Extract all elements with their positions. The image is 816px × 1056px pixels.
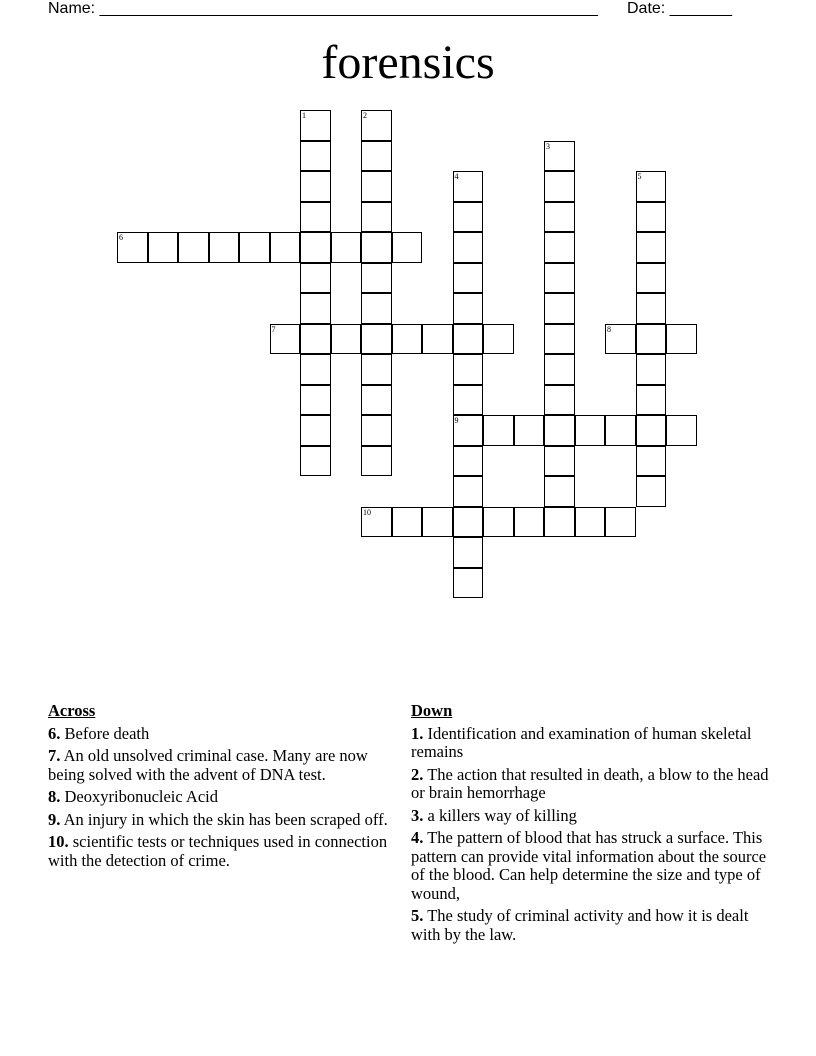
- grid-cell[interactable]: [666, 324, 697, 355]
- grid-cell[interactable]: [300, 324, 331, 355]
- clue-number: 8.: [48, 787, 61, 806]
- date-field[interactable]: Date: _______: [627, 0, 732, 17]
- across-heading: Across: [48, 701, 96, 720]
- grid-cell[interactable]: [636, 354, 667, 385]
- grid-cell[interactable]: [636, 232, 667, 263]
- clue-number: 9.: [48, 809, 61, 829]
- grid-cell[interactable]: [514, 415, 545, 446]
- grid-cell[interactable]: [453, 568, 484, 599]
- grid-cell[interactable]: [300, 202, 331, 233]
- grid-cell[interactable]: [544, 415, 575, 446]
- grid-cell[interactable]: [636, 171, 667, 202]
- grid-cell[interactable]: [361, 293, 392, 324]
- grid-cell[interactable]: [544, 141, 575, 172]
- grid-cell[interactable]: [453, 415, 484, 446]
- grid-cell[interactable]: [300, 171, 331, 202]
- cell-number: 1: [302, 111, 306, 120]
- grid-cell[interactable]: [544, 293, 575, 324]
- grid-cell[interactable]: [483, 415, 514, 446]
- clue-text: An old unsolved criminal case. Many are now being solved with the advent of DNA test.: [48, 746, 368, 784]
- grid-cell[interactable]: [361, 324, 392, 355]
- grid-cell[interactable]: [270, 232, 301, 263]
- grid-cell[interactable]: [392, 507, 423, 538]
- grid-cell[interactable]: [300, 446, 331, 477]
- clue-text: The study of criminal activity and how it is dealt with by the law.: [411, 906, 749, 944]
- grid-cell[interactable]: [636, 385, 667, 416]
- grid-cell[interactable]: [544, 507, 575, 538]
- grid-cell[interactable]: [605, 507, 636, 538]
- grid-cell[interactable]: [544, 446, 575, 477]
- clue-number: 1.: [411, 723, 424, 743]
- grid-cell[interactable]: [483, 324, 514, 355]
- grid-cell[interactable]: [453, 446, 484, 477]
- name-field[interactable]: Name: ________________________________________________________: [48, 0, 598, 17]
- clue-down-3: [411, 807, 781, 826]
- grid-cell[interactable]: [605, 324, 636, 355]
- clue-number: 7.: [48, 746, 61, 765]
- clue-across-6: [48, 725, 408, 744]
- clue-text: Identification and examination of human skeletal remains: [411, 723, 752, 761]
- grid-cell[interactable]: [636, 415, 667, 446]
- across-clues: [48, 702, 408, 874]
- grid-cell[interactable]: [148, 232, 179, 263]
- grid-cell[interactable]: [544, 385, 575, 416]
- grid-cell[interactable]: [544, 476, 575, 507]
- grid-cell[interactable]: [117, 232, 148, 263]
- clue-down-5: [411, 907, 781, 944]
- grid-cell[interactable]: [361, 354, 392, 385]
- down-heading: Down: [411, 701, 453, 720]
- grid-cell[interactable]: [453, 507, 484, 538]
- grid-cell[interactable]: [575, 507, 606, 538]
- grid-cell[interactable]: [636, 263, 667, 294]
- grid-cell[interactable]: [361, 141, 392, 172]
- grid-cell[interactable]: [300, 415, 331, 446]
- grid-cell[interactable]: [392, 324, 423, 355]
- grid-cell[interactable]: [331, 324, 362, 355]
- grid-cell[interactable]: [453, 171, 484, 202]
- clue-text: The action that resulted in death, a blow to the head or brain hemorrhage: [411, 764, 769, 802]
- clue-across-10: [48, 833, 408, 870]
- grid-cell[interactable]: [453, 537, 484, 568]
- down-clues: [411, 702, 781, 948]
- grid-cell[interactable]: [361, 202, 392, 233]
- grid-cell[interactable]: [361, 232, 392, 263]
- clue-text: scientific tests or techniques used in connection with the detection of crime.: [48, 832, 388, 870]
- clue-across-8: [48, 788, 408, 807]
- grid-cell[interactable]: [361, 110, 392, 141]
- grid-cell[interactable]: [544, 171, 575, 202]
- clue-number: 10.: [48, 832, 69, 851]
- grid-cell[interactable]: [300, 385, 331, 416]
- clue-text: Deoxyribonucleic Acid: [64, 787, 218, 806]
- cell-number: 3: [546, 141, 550, 151]
- cell-number: 2: [363, 111, 367, 120]
- grid-cell[interactable]: [270, 324, 301, 355]
- grid-cell[interactable]: [178, 232, 209, 263]
- grid-cell[interactable]: [392, 232, 423, 263]
- grid-cell[interactable]: [636, 202, 667, 233]
- grid-cell[interactable]: [544, 202, 575, 233]
- grid-cell[interactable]: [300, 110, 331, 141]
- grid-cell[interactable]: [636, 324, 667, 355]
- grid-cell[interactable]: [544, 263, 575, 294]
- grid-cell[interactable]: [636, 446, 667, 477]
- grid-cell[interactable]: [636, 293, 667, 324]
- grid-cell[interactable]: [453, 354, 484, 385]
- clue-number: 3.: [411, 805, 424, 825]
- grid-cell[interactable]: [361, 263, 392, 294]
- grid-cell[interactable]: [483, 507, 514, 538]
- clue-text: Before death: [64, 723, 150, 743]
- cell-number: 10: [363, 507, 371, 517]
- clue-down-4: [411, 829, 781, 903]
- grid-cell[interactable]: [636, 476, 667, 507]
- puzzle-title: forensics: [321, 36, 495, 89]
- grid-cell[interactable]: [209, 232, 240, 263]
- grid-cell[interactable]: [514, 507, 545, 538]
- clue-number: 2.: [411, 764, 424, 784]
- grid-cell[interactable]: [422, 507, 453, 538]
- grid-cell[interactable]: [361, 446, 392, 477]
- clue-number: 5.: [411, 906, 424, 925]
- grid-cell[interactable]: [453, 202, 484, 233]
- grid-cell[interactable]: [453, 476, 484, 507]
- clue-across-7: [48, 747, 408, 784]
- grid-cell[interactable]: [453, 324, 484, 355]
- cell-number: 5: [637, 172, 642, 181]
- cell-number: 9: [454, 416, 459, 425]
- grid-cell[interactable]: [544, 232, 575, 263]
- clue-text: a killers way of killing: [427, 805, 577, 825]
- clue-text: The pattern of blood that has struck a surface. This pattern can provide vital information about the source of the blood. Can help determine the size and type of wound,: [411, 828, 767, 903]
- clue-down-1: [411, 725, 781, 762]
- grid-cell[interactable]: [361, 507, 392, 538]
- grid-cell[interactable]: [300, 141, 331, 172]
- grid-cell[interactable]: [422, 324, 453, 355]
- grid-cell[interactable]: [575, 415, 606, 446]
- grid-cell[interactable]: [544, 324, 575, 355]
- cell-number: 6: [119, 233, 123, 242]
- clue-text: An injury in which the skin has been scraped off.: [63, 809, 388, 829]
- cell-number: 4: [454, 172, 459, 181]
- grid-cell[interactable]: [453, 232, 484, 263]
- grid-cell[interactable]: [544, 354, 575, 385]
- grid-cell[interactable]: [453, 263, 484, 294]
- clue-number: 6.: [48, 723, 61, 743]
- grid-cell[interactable]: [453, 385, 484, 416]
- cell-number: 7: [271, 324, 276, 334]
- grid-cell[interactable]: [361, 415, 392, 446]
- grid-cell[interactable]: [300, 354, 331, 385]
- clue-across-9: [48, 811, 408, 830]
- grid-cell[interactable]: [605, 415, 636, 446]
- grid-cell[interactable]: [666, 415, 697, 446]
- grid-cell[interactable]: [361, 171, 392, 202]
- grid-cell[interactable]: [300, 232, 331, 263]
- grid-cell[interactable]: [361, 385, 392, 416]
- grid-cell[interactable]: [300, 293, 331, 324]
- clue-number: 4.: [411, 828, 424, 847]
- clue-down-2: [411, 766, 781, 803]
- grid-cell[interactable]: [331, 232, 362, 263]
- grid-cell[interactable]: [453, 293, 484, 324]
- grid-cell[interactable]: [300, 263, 331, 294]
- grid-cell[interactable]: [239, 232, 270, 263]
- cell-number: 8: [607, 324, 611, 334]
